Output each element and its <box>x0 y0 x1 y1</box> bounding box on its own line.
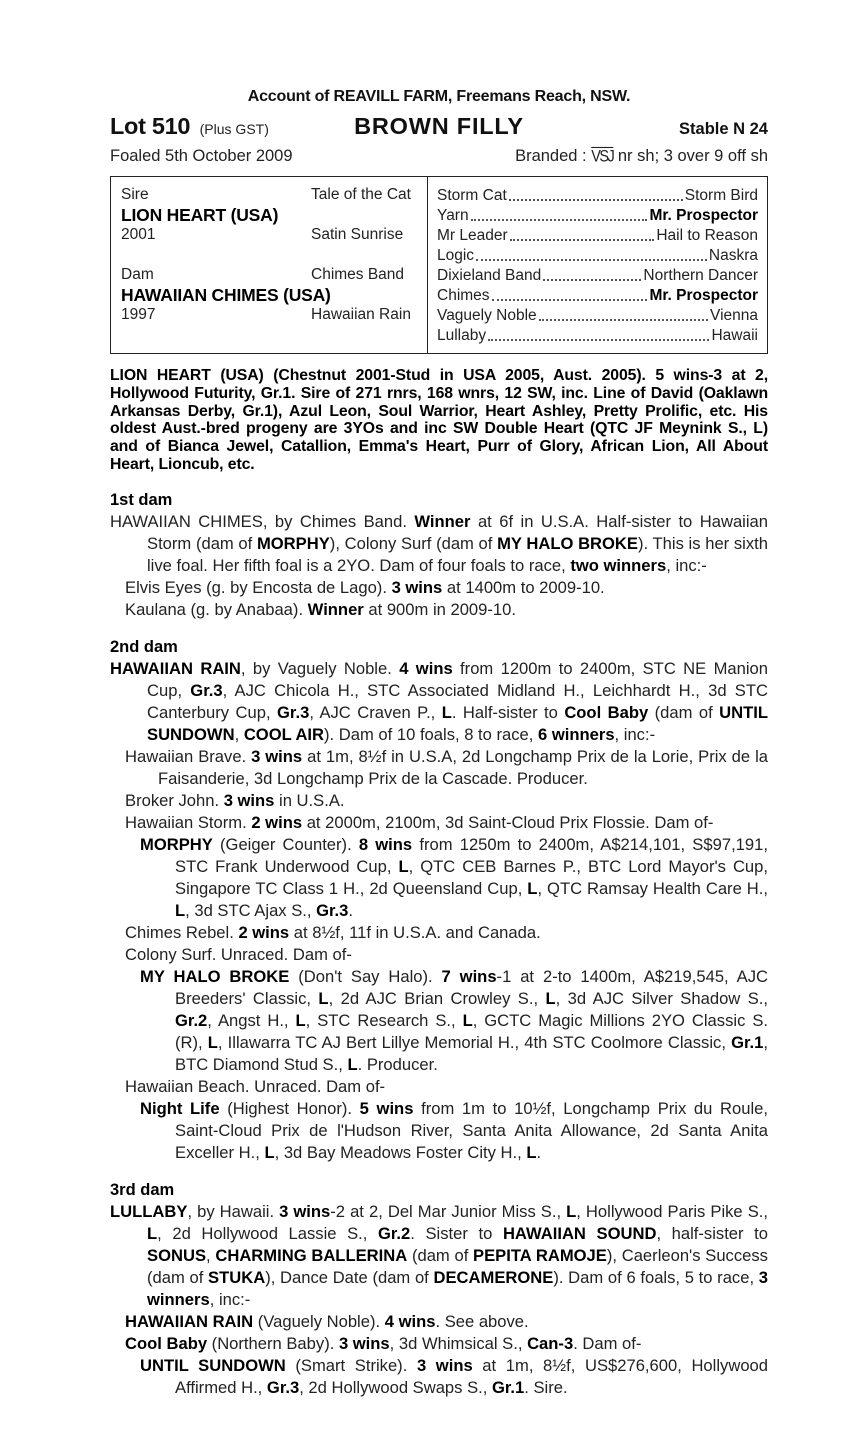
ancestor-row <box>437 325 758 345</box>
pedigree-paragraph: Night Life (Highest Honor). 5 wins from 1m to 10½f, Longchamp Prix du Roule, Saint-Cloud Prix de l'Hudson River, Santa Anita Allowance, 2d Santa Anita Exceller H., L, 3d Bay Meadows Foster City H., L. <box>140 1098 769 1162</box>
stable-number: Stable N 24 <box>679 120 768 138</box>
pedigree-paragraph: HAWAIIAN RAIN (Vaguely Noble). 4 wins. See above. <box>125 1311 529 1331</box>
dotted-leader <box>476 259 707 261</box>
ancestor-name: Storm Cat <box>437 187 507 204</box>
pedigree-paragraph: Cool Baby (Northern Baby). 3 wins, 3d Whimsical S., Can-3. Dam of- <box>125 1333 642 1353</box>
pedigree-paragraph: Chimes Rebel. 2 wins at 8½f, 11f in U.S.A. and Canada. <box>125 922 541 942</box>
ancestor-row <box>437 305 758 325</box>
dotted-leader <box>510 239 655 241</box>
pedigree-info-row <box>121 185 427 205</box>
foaled-row <box>110 147 768 166</box>
account-line: Account of REAVILL FARM, Freemans Reach, NSW. <box>247 88 631 105</box>
pedigree-paragraph: Elvis Eyes (g. by Encosta de Lago). 3 wins at 1400m to 2009-10. <box>125 577 605 597</box>
pedigree-info-row <box>121 325 427 345</box>
dotted-leader <box>539 319 708 321</box>
ancestor-parent: Hawaii <box>711 327 758 344</box>
dam-sections <box>110 489 768 1399</box>
horse-title: BROWN FILLY <box>354 113 524 139</box>
dotted-leader <box>543 279 641 281</box>
pedigree-name-row: HAWAIIAN CHIMES (USA) <box>121 284 331 305</box>
ancestor-name: Lullaby <box>437 327 487 344</box>
sire-note: LION HEART (USA) (Chestnut 2001-Stud in USA 2005, Aust. 2005). 5 wins-3 at 2, Hollywood Futurity, Gr.1. Sire of 271 rnrs, 168 wnrs, 12 SW, inc. Line of David (Oaklawn Arkansas Derby, Gr.1), Azul Leon, Soul Warrior, Heart Ashley, Pretty Prolific, etc. His oldest Aust.-bred progeny are 3YOs and inc SW Double Heart (QTC JF Meynink S., L) and of Bianca Jewel, Catallion, Emma's Heart, Purr of Glory, African Lion, All About Heart, Lioncub, etc. <box>110 367 768 473</box>
pedigree-cell: Satin Sunrise <box>311 226 404 243</box>
pedigree-cell: 1997 <box>121 306 156 323</box>
lot-left <box>110 113 354 140</box>
pedigree-cell: Dam <box>121 266 154 283</box>
pedigree-paragraph: Broker John. 3 wins in U.S.A. <box>125 790 345 810</box>
branded-suffix: nr sh; 3 over 9 off sh <box>613 147 768 165</box>
ancestor-name: Mr Leader <box>437 227 508 244</box>
pedigree-cell: 2001 <box>121 226 156 243</box>
pedigree-info-row <box>121 265 427 285</box>
pedigree-name-row: LION HEART (USA) <box>121 204 279 225</box>
pedigree-info-row <box>121 225 427 245</box>
brand-mark-glyph: $\overline{VSJ}$ <box>591 148 614 166</box>
plus-gst-label: (Plus GST) <box>199 121 269 137</box>
ancestor-parent: Vienna <box>710 307 758 324</box>
ancestor-row <box>437 205 758 225</box>
ancestor-parent: Storm Bird <box>684 187 758 204</box>
pedigree-cell: Tale of the Cat <box>311 186 411 203</box>
dotted-leader <box>488 339 709 341</box>
dotted-leader <box>492 299 648 301</box>
ancestor-parent: Mr. Prospector <box>649 287 758 304</box>
pedigree-paragraph: Hawaiian Beach. Unraced. Dam of- <box>125 1076 386 1096</box>
catalog-page <box>110 88 768 1399</box>
ancestor-row <box>437 245 758 265</box>
branded-info <box>515 147 768 166</box>
ancestor-row <box>437 285 758 305</box>
pedigree-cell: Hawaiian Rain <box>311 306 411 323</box>
pedigree-info-row <box>121 305 427 325</box>
pedigree-paragraph: HAWAIIAN CHIMES, by Chimes Band. Winner at 6f in U.S.A. Half-sister to Hawaiian Storm (dam of MORPHY), Colony Surf (dam of MY HALO BROKE). This is her sixth live foal. Her fifth foal is a 2YO. Dam of four foals to race, two winners, inc:- <box>110 511 769 575</box>
section-heading: 1st dam <box>110 490 173 509</box>
pedigree-cell: Chimes Band <box>311 266 405 283</box>
lot-number: Lot 510 <box>110 113 191 139</box>
ancestor-parent: Hail to Reason <box>656 227 758 244</box>
section-heading: 3rd dam <box>110 1180 175 1199</box>
pedigree-left-panel <box>111 177 427 353</box>
lot-row <box>110 113 768 140</box>
pedigree-paragraph: Hawaiian Brave. 3 wins at 1m, 8½f in U.S.A, 2d Longchamp Prix de la Lorie, Prix de la Faisanderie, 3d Longchamp Prix de la Cascade. Producer. <box>125 746 768 788</box>
pedigree-paragraph: MORPHY (Geiger Counter). 8 wins from 1250m to 2400m, A$214,101, S$97,191, STC Frank Underwood Cup, L, QTC CEB Barnes P., BTC Lord Mayor's Cup, Singapore TC Class 1 H., 2d Queensland Cup, L, QTC Ramsay Health Care H., L, 3d STC Ajax S., Gr.3. <box>140 834 769 920</box>
pedigree-paragraph: Kaulana (g. by Anabaa). Winner at 900m in 2009-10. <box>125 599 516 619</box>
pedigree-paragraph: Colony Surf. Unraced. Dam of- <box>125 944 352 964</box>
ancestor-row <box>437 225 758 245</box>
dotted-leader <box>509 199 683 201</box>
pedigree-paragraph: HAWAIIAN RAIN, by Vaguely Noble. 4 wins from 1200m to 2400m, STC NE Manion Cup, Gr.3, AJC Chicola H., STC Associated Midland H., Leichhardt H., 3d STC Canterbury Cup, Gr.3, AJC Craven P., L. Half-sister to Cool Baby (dam of UNTIL SUNDOWN, COOL AIR). Dam of 10 foals, 8 to race, 6 winners, inc:- <box>110 658 769 744</box>
pedigree-paragraph: LULLABY, by Hawaii. 3 wins-2 at 2, Del Mar Junior Miss S., L, Hollywood Paris Pike S., L, 2d Hollywood Lassie S., Gr.2. Sister to HAWAIIAN SOUND, half-sister to SONUS, CHARMING BALLERINA (dam of PEPITA RAMOJE), Caerleon's Success (dam of STUKA), Dance Date (dam of DECAMERONE). Dam of 6 foals, 5 to race, 3 winners, inc:- <box>110 1201 768 1309</box>
ancestor-name: Dixieland Band <box>437 267 542 284</box>
pedigree-paragraph: MY HALO BROKE (Don't Say Halo). 7 wins-1 at 2-to 1400m, A$219,545, AJC Breeders' Classic, L, 2d AJC Brian Crowley S., L, 3d AJC Silver Shadow S., Gr.2, Angst H., L, STC Research S., L, GCTC Magic Millions 2YO Classic S. (R), L, Illawarra TC AJ Bert Lillye Memorial H., 4th STC Coolmore Classic, Gr.1, BTC Diamond Stud S., L. Producer. <box>140 966 768 1074</box>
ancestor-name: Yarn <box>437 207 469 224</box>
foaled-date: Foaled 5th October 2009 <box>110 147 293 165</box>
pedigree-paragraph: Hawaiian Storm. 2 wins at 2000m, 2100m, 3d Saint-Cloud Prix Flossie. Dam of- <box>125 812 714 832</box>
dotted-leader <box>471 219 648 221</box>
ancestor-parent: Mr. Prospector <box>649 207 758 224</box>
pedigree-ancestors <box>427 177 767 353</box>
branded-prefix: Branded : <box>515 147 592 165</box>
ancestor-parent: Northern Dancer <box>643 267 758 284</box>
ancestor-name: Logic <box>437 247 475 264</box>
pedigree-cell: Sire <box>121 186 149 203</box>
ancestor-row <box>437 265 758 285</box>
ancestor-parent: Naskra <box>708 247 758 264</box>
pedigree-table <box>110 176 768 354</box>
ancestor-row <box>437 185 758 205</box>
pedigree-paragraph: UNTIL SUNDOWN (Smart Strike). 3 wins at 1m, 8½f, US$276,600, Hollywood Affirmed H., Gr.3, 2d Hollywood Swaps S., Gr.1. Sire. <box>140 1355 768 1397</box>
ancestor-name: Chimes <box>437 287 490 304</box>
pedigree-info-row <box>121 245 427 265</box>
section-heading: 2nd dam <box>110 637 178 656</box>
ancestor-name: Vaguely Noble <box>437 307 537 324</box>
